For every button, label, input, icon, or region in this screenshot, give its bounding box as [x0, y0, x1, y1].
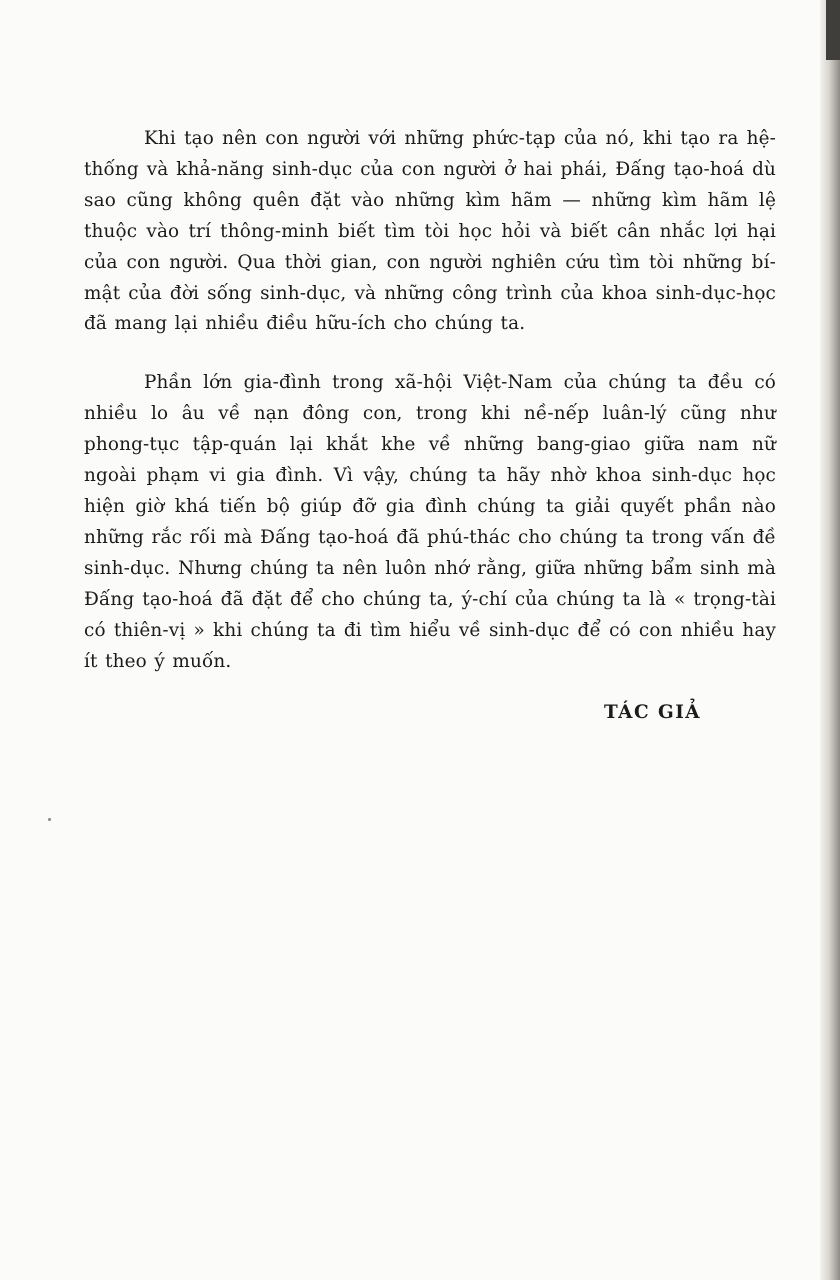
- author-signature: TÁC GIẢ: [604, 702, 702, 723]
- page-edge-shadow: [820, 0, 840, 1280]
- preface-text: [84, 124, 776, 677]
- page-corner-shadow: [826, 0, 840, 60]
- paragraph-2: Phần lớn gia-đình trong xã-hội Việt-Nam của chúng ta đều có nhiều lo âu về nạn đông con, trong khi nề-nếp luân-lý cũng như phong-tục tập-quán lại khắt khe về những bang-giao giữa nam nữ ngoài phạm vi gia đình. Vì vậy, chúng ta hãy nhờ khoa sinh-dục học hiện giờ khá tiến bộ giúp đỡ gia đình chúng ta giải quyết phần nào những rắc rối mà Đấng tạo-hoá đã phú-thác cho chúng ta trong vấn đề sinh-dục. Nhưng chúng ta nên luôn nhớ rằng, giữa những bẩm sinh mà Đấng tạo-hoá đã đặt để cho chúng ta, ý-chí của chúng ta là « trọng-tài có thiên-vị » khi chúng ta đi tìm hiểu về sinh-dục để có con nhiều hay ít theo ý muốn.: [84, 372, 776, 672]
- paper-speck: [48, 818, 51, 821]
- paragraph-1: Khi tạo nên con người với những phức-tạp của nó, khi tạo ra hệ-thống và khả-năng sinh-dục của con người ở hai phái, Đấng tạo-hoá dù sao cũng không quên đặt vào những kìm hãm — những kìm hãm lệ thuộc vào trí thông-minh biết tìm tòi học hỏi và biết cân nhắc lợi hại của con người. Qua thời gian, con người nghiên cứu tìm tòi những bí-mật của đời sống sinh-dục, và những công trình của khoa sinh-dục-học đã mang lại nhiều điều hữu-ích cho chúng ta.: [84, 128, 776, 335]
